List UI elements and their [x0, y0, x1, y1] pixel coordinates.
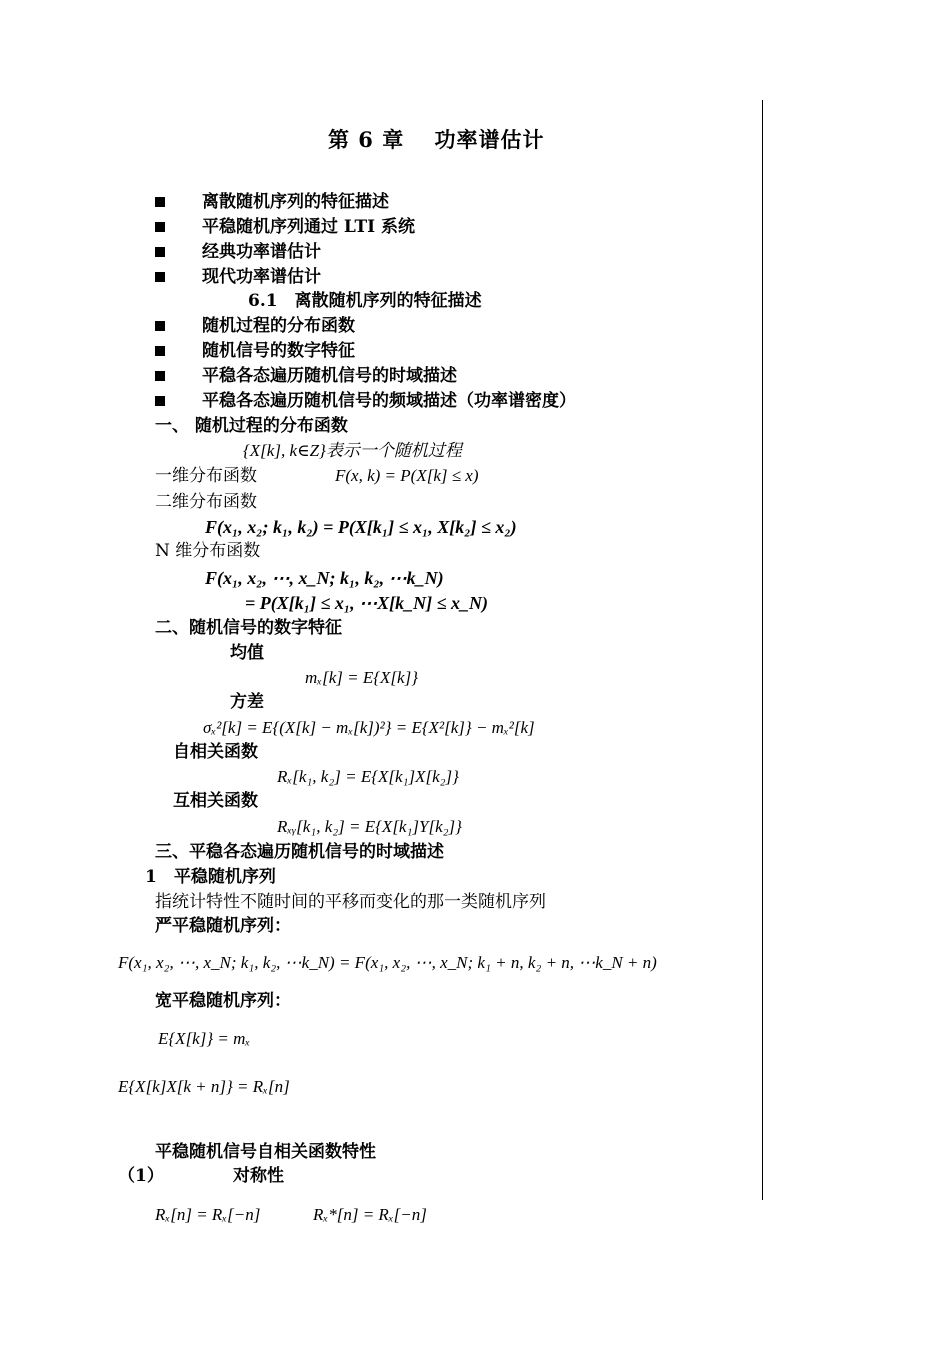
outline-item: 平稳随机序列通过 LTI 系统 [202, 217, 416, 237]
wide-formula-mean: E{X[k]} = mₓ [158, 1029, 251, 1048]
part2-heading: 二、随机信号的数字特征 [155, 618, 342, 638]
part3-heading: 三、平稳各态遍历随机信号的时域描述 [155, 842, 444, 862]
property-number: （1） [118, 1166, 164, 1186]
process-intro: {X[k], k∈Z}表示一个随机过程 [243, 441, 462, 460]
outline-item: 离散随机序列的特征描述 [202, 192, 389, 212]
mean-formula: mₓ[k] = E{X[k]} [305, 668, 418, 687]
autocorr-properties-heading: 平稳随机信号自相关函数特性 [155, 1142, 376, 1162]
part1-heading: 一、 随机过程的分布函数 [155, 416, 348, 436]
section-outline-item: 平稳各态遍历随机信号的频域描述（功率谱密度） [202, 391, 576, 411]
stationary-subheading: 1 平稳随机序列 [145, 867, 276, 887]
outline-item: 现代功率谱估计 [202, 267, 321, 287]
symmetry-formula-complex: Rₓ*[n] = Rₓ[−n] [313, 1205, 427, 1224]
wide-stationary-label: 宽平稳随机序列： [155, 991, 291, 1011]
page-title: 第 6 章 功率谱估计 [328, 127, 545, 152]
bullet-square [155, 321, 165, 331]
symmetry-label: 对称性 [233, 1166, 284, 1186]
bullet-square [155, 197, 165, 207]
crosscorr-label: 互相关函数 [173, 791, 258, 811]
section-outline-item: 随机信号的数字特征 [202, 341, 355, 361]
strict-stationary-formula: F(x₁, x₂, ⋯, x_N; k₁, k₂, ⋯k_N) = F(x₁, x₂, ⋯, x_N; k₁ + n, k₂ + n, ⋯k_N + n) [118, 953, 657, 972]
stationary-definition: 指统计特性不随时间的平移而变化的那一类随机序列 [155, 892, 546, 912]
bullet-square [155, 222, 165, 232]
crosscorr-formula: Rₓᵧ[k₁, k₂] = E{X[k₁]Y[k₂]} [277, 817, 462, 836]
dist2-formula: F(x₁, x₂; k₁, k₂) = P(X[k₁] ≤ x₁, X[k₂] ≤ x₂) [205, 517, 517, 537]
distN-formula-line1: F(x₁, x₂, ⋯, x_N; k₁, k₂, ⋯k_N) [205, 568, 444, 588]
section-outline-item: 平稳各态遍历随机信号的时域描述 [202, 366, 457, 386]
dist1-label: 一维分布函数 [155, 466, 257, 486]
autocorr-label: 自相关函数 [173, 742, 258, 762]
variance-formula: σₓ²[k] = E{(X[k] − mₓ[k])²} = E{X²[k]} − mₓ²[k] [203, 718, 535, 737]
outline-item: 经典功率谱估计 [202, 242, 321, 262]
dist1-formula: F(x, k) = P(X[k] ≤ x) [335, 466, 479, 485]
strict-stationary-label: 严平稳随机序列： [155, 916, 291, 936]
bullet-square [155, 346, 165, 356]
mean-label: 均值 [230, 643, 264, 663]
symmetry-formula-real: Rₓ[n] = Rₓ[−n] [155, 1205, 261, 1224]
bullet-square [155, 371, 165, 381]
dist2-label: 二维分布函数 [155, 492, 257, 512]
section-heading: 6.1 离散随机序列的特征描述 [248, 291, 482, 311]
section-outline-item: 随机过程的分布函数 [202, 316, 355, 336]
bullet-square [155, 247, 165, 257]
variance-label: 方差 [230, 692, 264, 712]
wide-formula-autocorr: E{X[k]X[k + n]} = Rₓ[n] [118, 1077, 290, 1096]
bullet-square [155, 396, 165, 406]
autocorr-formula: Rₓ[k₁, k₂] = E{X[k₁]X[k₂]} [277, 767, 459, 786]
distN-formula-line2: = P(X[k₁] ≤ x₁, ⋯X[k_N] ≤ x_N) [245, 593, 489, 613]
distN-label: N 维分布函数 [155, 541, 261, 561]
bullet-square [155, 272, 165, 282]
margin-rule [762, 100, 763, 1200]
